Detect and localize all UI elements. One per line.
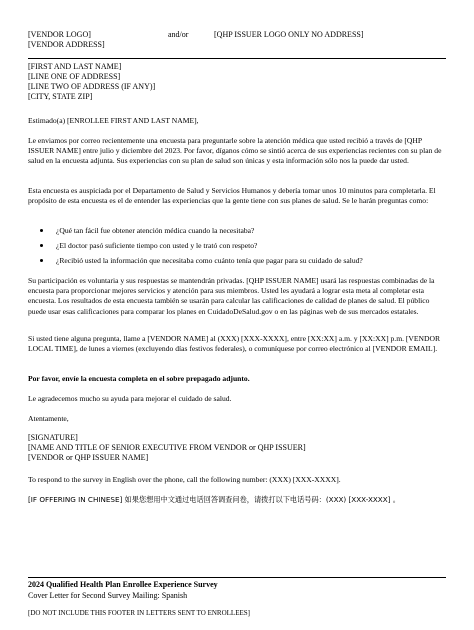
bullet-icon (40, 259, 43, 262)
paragraph-intro: Le enviamos por correo recientemente una encuesta para preguntarle sobre la atención médica que usted recibió a través de [QHP ISSUER NAME] entre julio y diciembre del 2023. Por favor, díganos cómo se sintió acerca de sus experiencias recientes con su plan de salud en la encuesta adjunta. Sus experiencias con su plan de salud son únicas y esta información sólo nos la puede dar usted. (28, 136, 442, 166)
bullet-icon (40, 244, 43, 247)
footer-subtitle: Cover Letter for Second Survey Mailing: Spanish (28, 591, 188, 600)
address-line: [LINE TWO OF ADDRESS (IF ANY)] (28, 82, 156, 91)
header-divider (28, 58, 446, 59)
paragraph-participation: Su participación es voluntaria y sus respuestas se mantendrán privadas. [QHP ISSUER NAME] usará las respuestas combinadas de la encuesta para proporcionar mejores servicios y atención para sus miembros. Usted les ayudará a lograr esta meta al completar esta encuesta. Los resultados de esta encuesta también se usarán para calcular las calificaciones de calidad de planes de salud. El público puede usar esas calificaciones para comparar los planes en CuidadoDeSalud.gov o en las páginas web de sus mercados estatales. (28, 276, 435, 316)
footer-divider (28, 577, 446, 578)
paragraph-return-instructions: Por favor, envíe la encuesta completa en el sobre prepagado adjunto. (28, 374, 250, 383)
address-block (28, 62, 155, 102)
signature-organization: [VENDOR or QHP ISSUER NAME] (28, 453, 149, 462)
footer-note: [DO NOT INCLUDE THIS FOOTER IN LETTERS SENT TO ENROLLEES] (28, 609, 250, 617)
letter-page: [VENDOR LOGO] and/or [QHP ISSUER LOGO ONLY NO ADDRESS] [VENDOR ADDRESS] [FIRST AND LAST NAME] [LINE ONE OF ADDRESS] [LINE TWO OF ADDRESS (IF ANY)] [CITY, STATE ZIP] Estimado(a) [ENROLLEE FIRST AND LAST NAME], Le enviamos por correo recientemente una encuesta para preguntarle sobre la atención médica que usted recibió a través de [QHP ISSUER NAME] entre julio y diciembre del 2023. Por favor, díganos cómo se sintió acerca de sus experiencias recientes con su plan de salud en la encuesta adjunta. Sus experiencias con su plan de salud son únicas y esta información sólo nos la puede dar usted. Esta encuesta es auspiciada por el Departamento de Salud y Servicios Humanos y debería tomar unos 10 minutos para completarla. El propósito de esta encuesta es el de entender las experiencias que la gente tiene con sus planes de salud. Se le harán preguntas como: ¿Qué tan fácil fue obtener atención médica cuando la necesitaba? ¿El doctor pasó suficiente tiempo con usted y le trató con respeto? ¿Recibió usted la información que necesitaba como cuánto tenía que pagar para su cuidado de salud? Su participación es voluntaria y sus respuestas se mantendrán privadas. [QHP ISSUER NAME] usará las respuestas combinadas de la encuesta para proporcionar mejores servicios y atención para sus miembros. Usted les ayudará a lograr esta meta al completar esta encuesta. Los resultados de esta encuesta también se usarán para calcular las calificaciones de calidad de planes de salud. El público puede usar esas calificaciones para comparar los planes en CuidadoDeSalud.gov o en las páginas web de sus mercados estatales. Si usted tiene alguna pregunta, llame a [VENDOR NAME] al (XXX) [XXX-XXXX], entre [XX:XX] a.m. y [XX:XX] p.m. [VENDOR LOCAL TIME], de lunes a viernes (excluyendo días festivos federales), o comuníquese por correo electrónico al [VENDOR EMAIL]. Por favor, envíe la encuesta completa en el sobre prepagado adjunto. Le agradecemos mucho su ayuda para mejorar el cuidado de salud. Atentamente, [SIGNATURE] [NAME AND TITLE OF SENIOR EXECUTIVE FROM VENDOR or QHP ISSUER] [VENDOR or QHP ISSUER NAME] To respond to the survey in English over the phone, call the following number: (XXX) [XXX-XXXX]. [IF OFFERING IN CHINESE] 如果您想用中文通过电话回答调查问卷，请拨打以下电话号码：(XXX) [XXX-XXXX] 。 2024 Qualified Health Plan Enrollee Experience Survey Cover Letter for Second Survey Mailing: Spanish [DO NOT INCLUDE THIS FOOTER IN LETTERS SENT TO ENROLLEES] (0, 0, 474, 630)
signature-block (28, 433, 306, 463)
chinese-phone-line: [IF OFFERING IN CHINESE] 如果您想用中文通过电话回答调查问卷，请拨打以下电话号码：(XXX) [XXX-XXXX] 。 (28, 495, 400, 504)
footer-title: 2024 Qualified Health Plan Enrollee Experience Survey (28, 580, 218, 589)
qhp-logo-placeholder: [QHP ISSUER LOGO ONLY NO ADDRESS] (214, 30, 364, 39)
address-line: [LINE ONE OF ADDRESS] (28, 72, 121, 81)
paragraph-sponsor: Esta encuesta es auspiciada por el Departamento de Salud y Servicios Humanos y debería tomar unos 10 minutos para completarla. El propósito de esta encuesta es el de entender las experiencias que la gente tiene con sus planes de salud. Se le harán preguntas como: (28, 186, 436, 206)
paragraph-thanks: Le agradecemos mucho su ayuda para mejorar el cuidado de salud. (28, 394, 232, 403)
closing: Atentamente, (28, 414, 69, 423)
and-or-text: and/or (168, 30, 189, 39)
salutation: Estimado(a) [ENROLLEE FIRST AND LAST NAME], (28, 116, 199, 125)
vendor-address-placeholder: [VENDOR ADDRESS] (28, 40, 105, 49)
paragraph-questions: Si usted tiene alguna pregunta, llame a [VENDOR NAME] al (XXX) [XXX-XXXX], entre [XX:XX] a.m. y [XX:XX] p.m. [VENDOR LOCAL TIME], de lunes a viernes (excluyendo días festivos federales), o comuníquese por correo electrónico al [VENDOR EMAIL]. (28, 334, 441, 354)
signature-line: [SIGNATURE] (28, 433, 78, 442)
signature-name-title: [NAME AND TITLE OF SENIOR EXECUTIVE FROM VENDOR or QHP ISSUER] (28, 443, 306, 452)
vendor-logo-placeholder: [VENDOR LOGO] (28, 30, 91, 39)
address-line: [CITY, STATE ZIP] (28, 92, 93, 101)
address-line: [FIRST AND LAST NAME] (28, 62, 122, 71)
bullet-icon (40, 229, 43, 232)
english-phone-line: To respond to the survey in English over the phone, call the following number: (XXX) [XXX-XXXX]. (28, 475, 341, 484)
